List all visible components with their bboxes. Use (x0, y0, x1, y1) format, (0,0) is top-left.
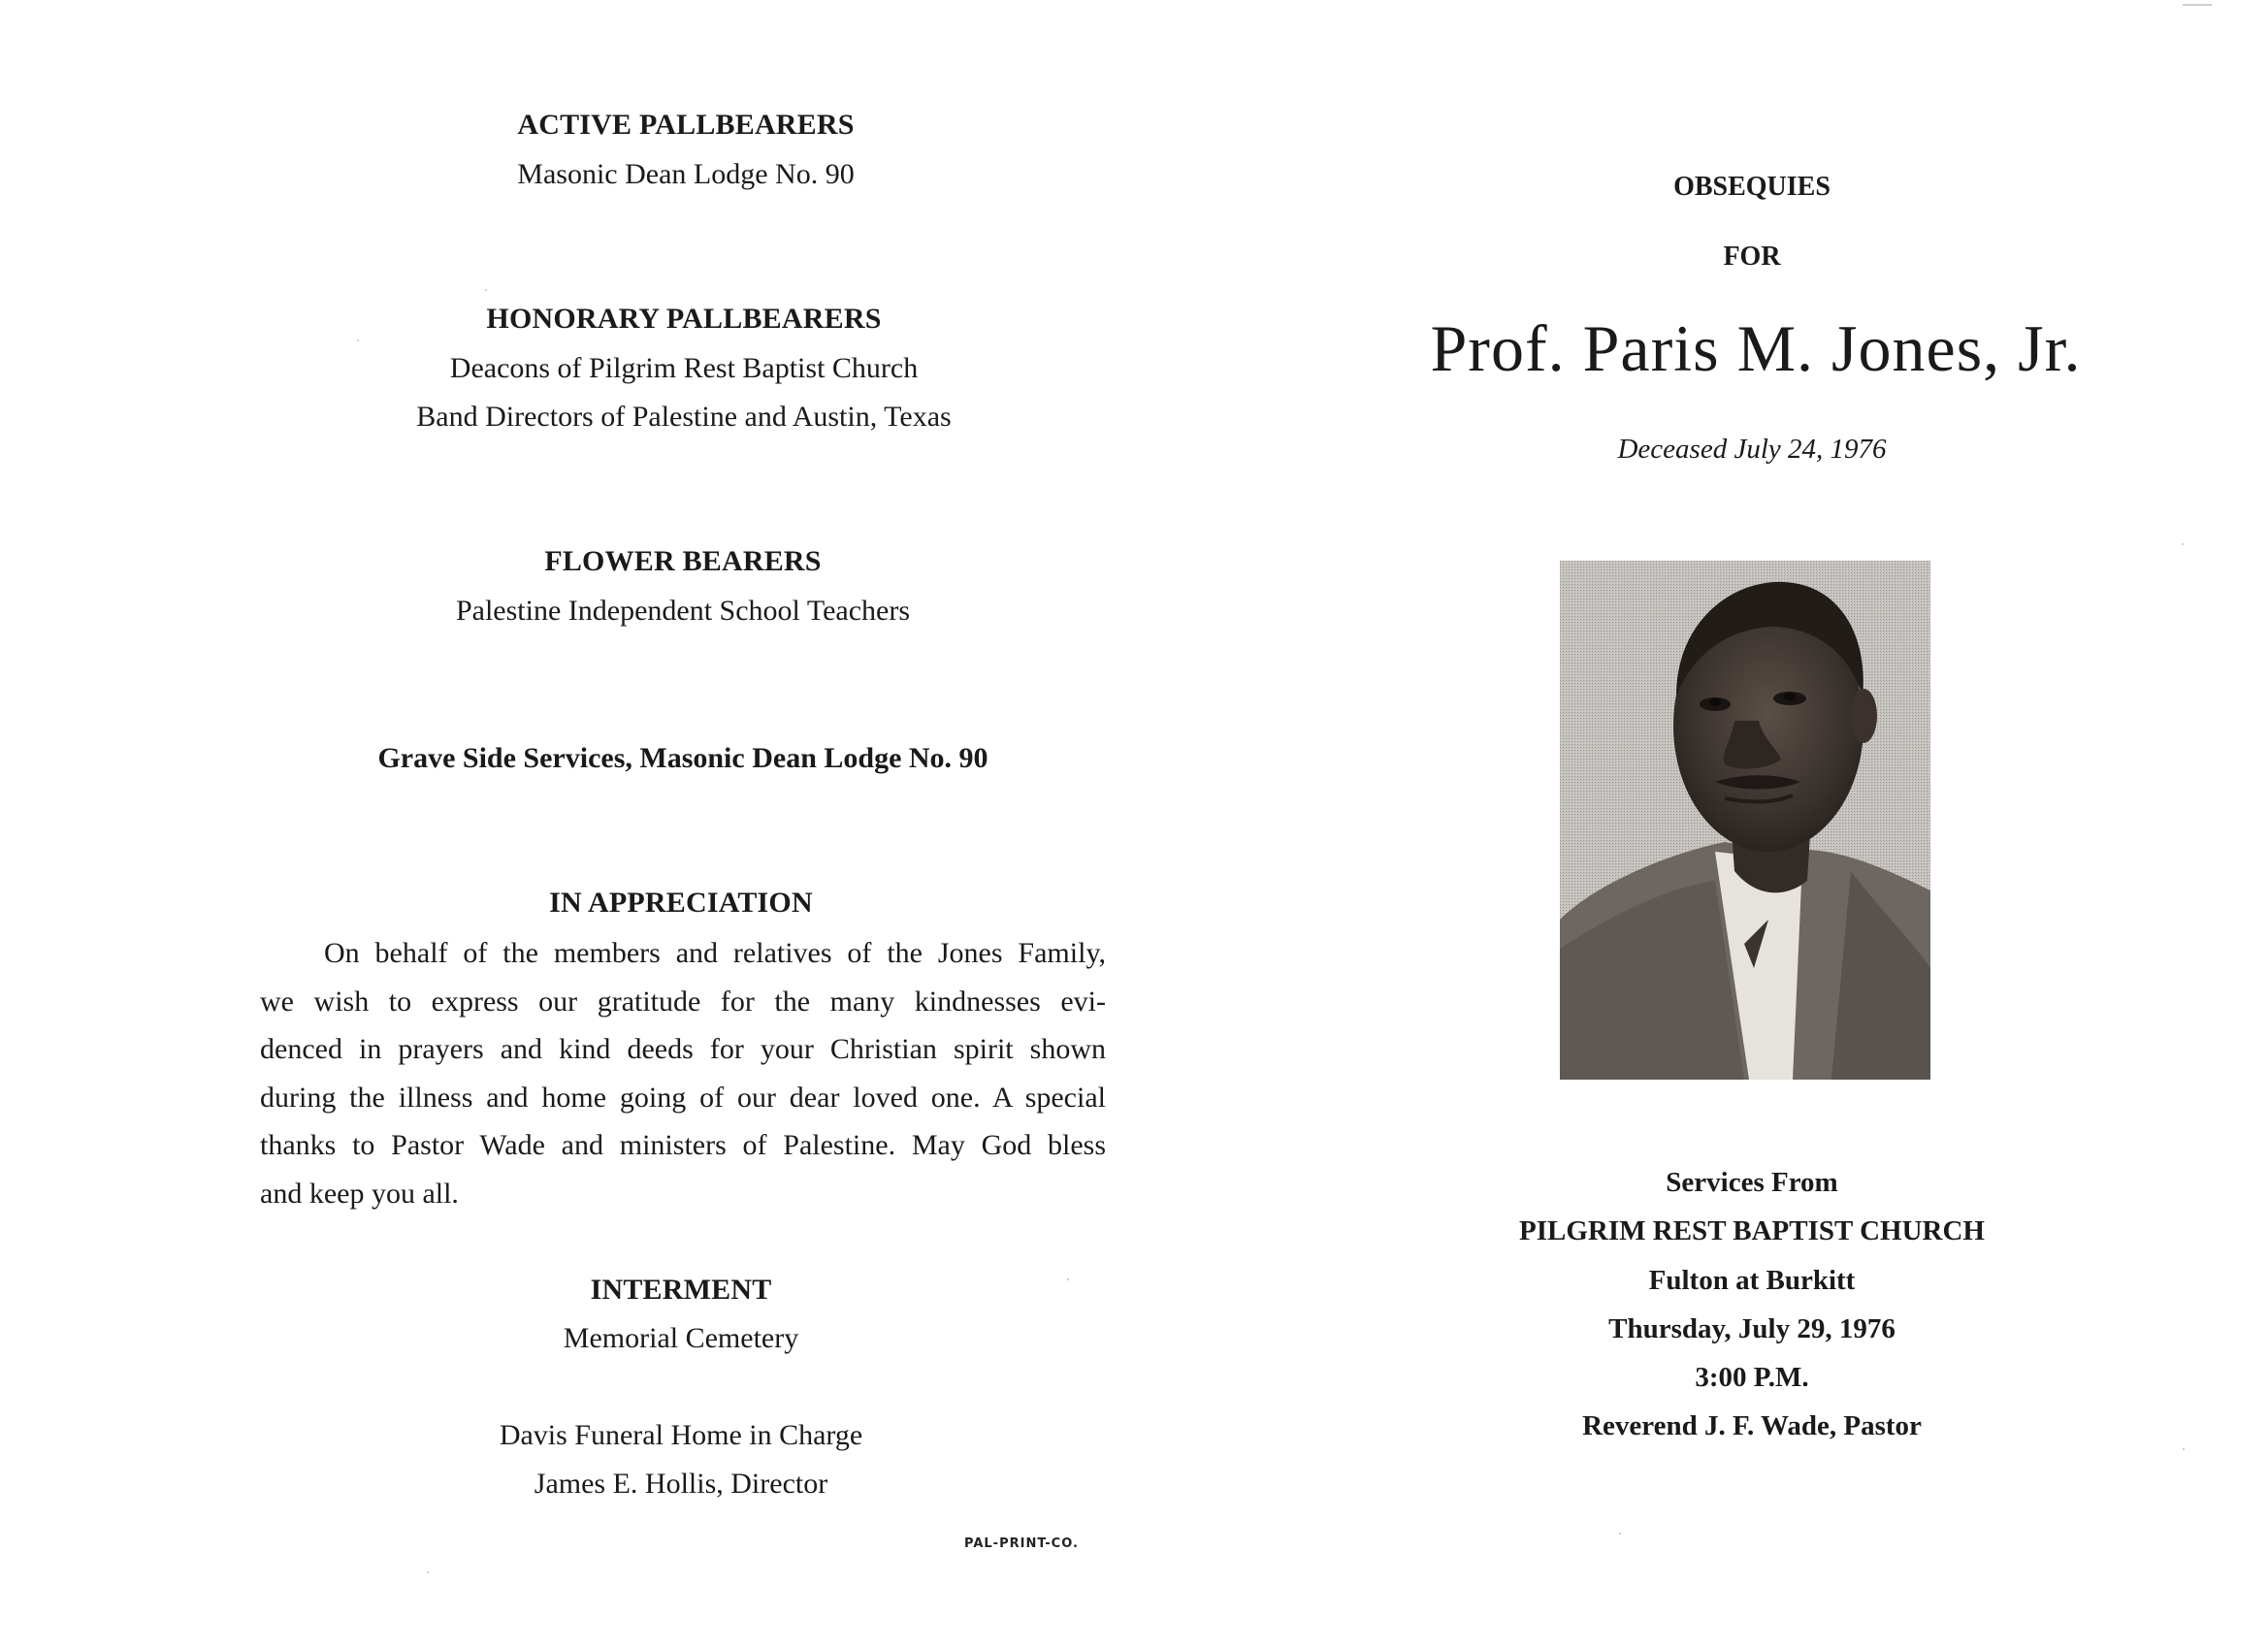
appreciation-line: On behalf of the members and relatives of the Jones Family, (324, 937, 1106, 969)
printer-mark: PAL-PRINT-CO. (964, 1536, 1079, 1551)
appreciation-line: we wish to express our gratitude for the many kindnesses evi- (260, 985, 1106, 1018)
scan-speck (357, 340, 359, 341)
honorary-pallbearers-line: Band Directors of Palestine and Austin, Texas (416, 401, 952, 433)
service-time: 3:00 P.M. (1695, 1362, 1809, 1393)
flower-bearers-heading: FLOWER BEARERS (544, 545, 822, 577)
scan-speck (427, 1571, 429, 1573)
appreciation-line: thanks to Pastor Wade and ministers of Palestine. May God bless (260, 1129, 1106, 1161)
scan-speck (485, 289, 487, 291)
date-of-death: Deceased July 24, 1976 (1617, 434, 1887, 465)
services-from-label: Services From (1666, 1167, 1838, 1198)
funeral-director: James E. Hollis, Director (534, 1468, 828, 1500)
active-pallbearers-name: Masonic Dean Lodge No. 90 (517, 158, 855, 190)
funeral-home-name: Davis Funeral Home in Charge (499, 1419, 863, 1451)
officiating-pastor: Reverend J. F. Wade, Pastor (1582, 1410, 1922, 1441)
appreciation-heading: IN APPRECIATION (549, 887, 813, 919)
scan-speck (2182, 543, 2184, 545)
appreciation-line: and keep you all. (260, 1177, 459, 1210)
interment-location: Memorial Cemetery (563, 1322, 799, 1354)
portrait-photo (1560, 561, 1930, 1080)
scan-speck (1619, 1533, 1621, 1535)
church-name: PILGRIM REST BAPTIST CHURCH (1519, 1215, 1985, 1246)
scan-speck (1067, 1278, 1069, 1280)
right-page (1134, 0, 2268, 1649)
for-label: FOR (1723, 242, 1781, 272)
service-date: Thursday, July 29, 1976 (1608, 1313, 1895, 1344)
honorary-pallbearers-line: Deacons of Pilgrim Rest Baptist Church (449, 352, 919, 384)
church-address: Fulton at Burkitt (1648, 1265, 1856, 1296)
scan-speck (2183, 1448, 2185, 1450)
interment-heading: INTERMENT (590, 1274, 772, 1306)
grave-side-services: Grave Side Services, Masonic Dean Lodge No. 90 (377, 742, 988, 774)
deceased-name: Prof. Paris M. Jones, Jr. (1430, 311, 2082, 385)
obsequies-label: OBSEQUIES (1673, 172, 1831, 202)
appreciation-paragraph (260, 929, 1106, 1217)
active-pallbearers-heading: ACTIVE PALLBEARERS (517, 109, 855, 141)
flower-bearers-name: Palestine Independent School Teachers (455, 595, 911, 627)
appreciation-line: denced in prayers and kind deeds for your Christian spirit shown (260, 1033, 1106, 1065)
appreciation-line: during the illness and home going of our dear loved one. A special (260, 1081, 1106, 1114)
scan-speck (2183, 4, 2212, 6)
honorary-pallbearers-heading: HONORARY PALLBEARERS (486, 303, 882, 335)
